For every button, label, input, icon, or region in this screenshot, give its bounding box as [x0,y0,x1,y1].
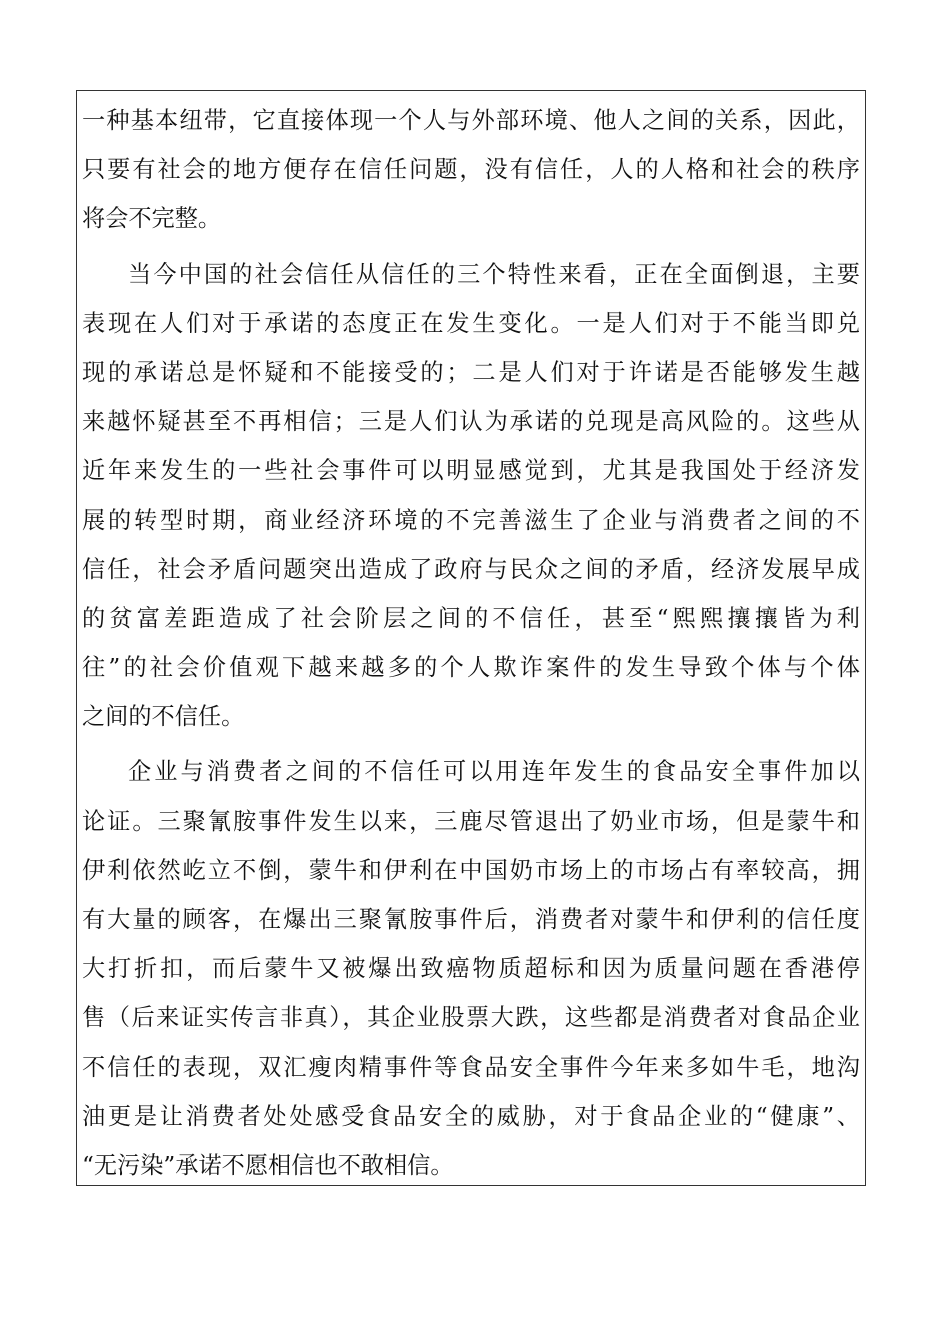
paragraph-3 [82,747,860,1190]
text-line: “无污染”承诺不愿相信也不敢相信。 [82,1151,454,1179]
text-line: 论证。三聚氰胺事件发生以来，三鹿尽管退出了奶业市场，但是蒙牛和 [82,807,860,835]
text-line: 一种基本纽带，它直接体现一个人与外部环境、他人之间的关系，因此， [82,107,860,134]
paragraph-1 [82,96,860,244]
text-line: 不信任的表现，双汇瘦肉精事件等食品安全事件今年来多如牛毛，地沟 [82,1053,860,1081]
text-line: 油更是让消费者处处感受食品安全的威胁，对于食品企业的“健康”、 [82,1102,860,1130]
text-line: 大打折扣，而后蒙牛又被爆出致癌物质超标和因为质量问题在香港停 [82,955,860,983]
text-line: 将会不完整。 [82,205,222,233]
text-line: 来越怀疑甚至不再相信；三是人们认为承诺的兑现是高风险的。这些从 [82,408,860,436]
text-line: 现的承诺总是怀疑和不能接受的；二是人们对于许诺是否能够发生越 [82,358,860,386]
text-line: 售（后来证实传言非真），其企业股票大跌，这些都是消费者对食品企业 [82,1004,860,1032]
text-line: 只要有社会的地方便存在信任问题，没有信任，人的人格和社会的秩序 [82,156,860,184]
text-line: 当今中国的社会信任从信任的三个特性来看，正在全面倒退，主要 [128,260,860,288]
paragraph-2 [82,250,860,742]
text-line: 近年来发生的一些社会事件可以明显感觉到，尤其是我国处于经济发 [82,457,860,485]
text-line: 往”的社会价值观下越来越多的个人欺诈案件的发生导致个体与个体 [82,654,860,682]
text-line: 伊利依然屹立不倒，蒙牛和伊利在中国奶市场上的市场占有率较高，拥 [82,856,860,884]
text-line: 表现在人们对于承诺的态度正在发生变化。一是人们对于不能当即兑 [82,309,860,337]
text-line: 之间的不信任。 [82,703,245,731]
text-line: 企业与消费者之间的不信任可以用连年发生的食品安全事件加以 [128,758,860,786]
text-line: 有大量的顾客，在爆出三聚氰胺事件后，消费者对蒙牛和伊利的信任度 [82,906,860,933]
text-line: 展的转型时期，商业经济环境的不完善滋生了企业与消费者之间的不 [82,506,860,534]
document-body [82,96,860,1190]
text-line: 信任，社会矛盾问题突出造成了政府与民众之间的矛盾，经济发展早成 [82,555,860,583]
text-line: 的贫富差距造成了社会阶层之间的不信任，甚至“熙熙攘攘皆为利 [82,604,860,632]
